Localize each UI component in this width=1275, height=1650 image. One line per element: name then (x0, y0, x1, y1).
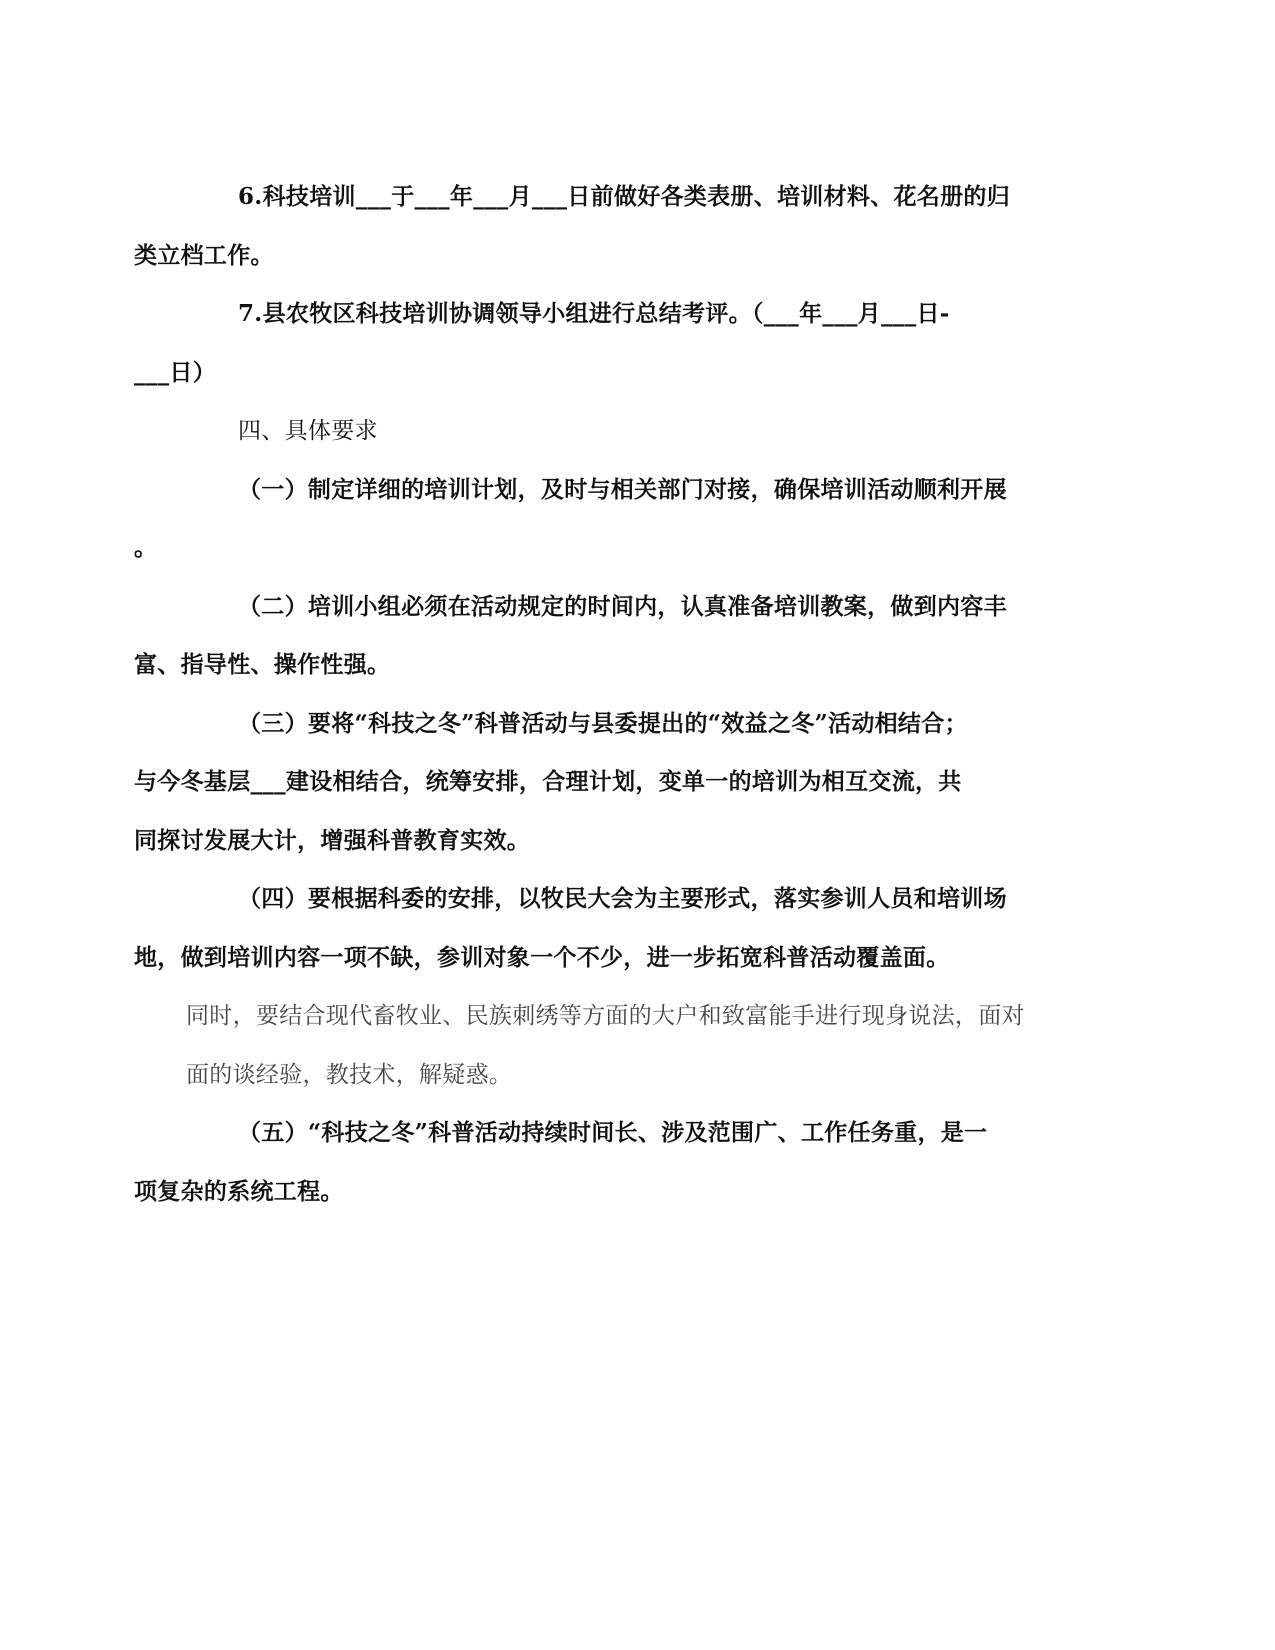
text-line: （五）“科技之冬”科普活动持续时间长、涉及范围广、工作任务重，是一 (238, 1119, 988, 1146)
text-line: 同探讨发展大计，增强科普教育实效。 (134, 826, 531, 854)
paragraph-requirement-4-continued (186, 987, 1086, 1104)
paragraph-item-6 (134, 168, 1086, 285)
text-line: 类立档工作。 (134, 241, 274, 269)
text-line: 项复杂的系统工程。 (134, 1177, 344, 1205)
paragraph-requirement-4 (134, 870, 1086, 987)
paragraph-requirement-3 (134, 695, 1086, 871)
section-heading (186, 402, 1086, 461)
text-line: 面的谈经验，教技术，解疑惑。 (186, 1061, 513, 1088)
paragraph-requirement-1 (134, 461, 1086, 578)
text-line: 地，做到培训内容一项不缺，参训对象一个不少，进一步拓宽科普活动覆盖面。 (134, 943, 950, 971)
paragraph-item-7 (134, 285, 1086, 402)
text-line: 6.科技培训___于___年___月___日前做好各类表册、培训材料、花名册的归 (238, 183, 1011, 210)
text-line: 7.县农牧区科技培训协调领导小组进行总结考评。（___年___月___日- (238, 300, 950, 327)
paragraph-requirement-5 (134, 1104, 1086, 1221)
paragraph-requirement-2 (134, 578, 1086, 695)
text-line: 富、指导性、操作性强。 (134, 651, 391, 678)
text-line: （三）要将“科技之冬”科普活动与县委提出的“效益之冬”活动相结合； (238, 709, 968, 737)
text-line: 与今冬基层___建设相结合，统筹安排，合理计划，变单一的培训为相互交流，共 (134, 768, 962, 795)
text-line: 。 (134, 534, 158, 561)
text-line: （一）制定详细的培训计划，及时与相关部门对接，确保培训活动顺利开展 (238, 475, 1007, 503)
document-body (134, 168, 1086, 1221)
text-line: （二）培训小组必须在活动规定的时间内，认真准备培训教案，做到内容丰 (238, 592, 1007, 620)
text-line: （四）要根据科委的安排，以牧民大会为主要形式，落实参训人员和培训场 (238, 885, 1007, 912)
text-line: 同时，要结合现代畜牧业、民族刺绣等方面的大户和致富能手进行现身说法，面对 (186, 1003, 1025, 1029)
text-line: ___日） (134, 358, 216, 386)
text-line: 四、具体要求 (238, 418, 378, 444)
